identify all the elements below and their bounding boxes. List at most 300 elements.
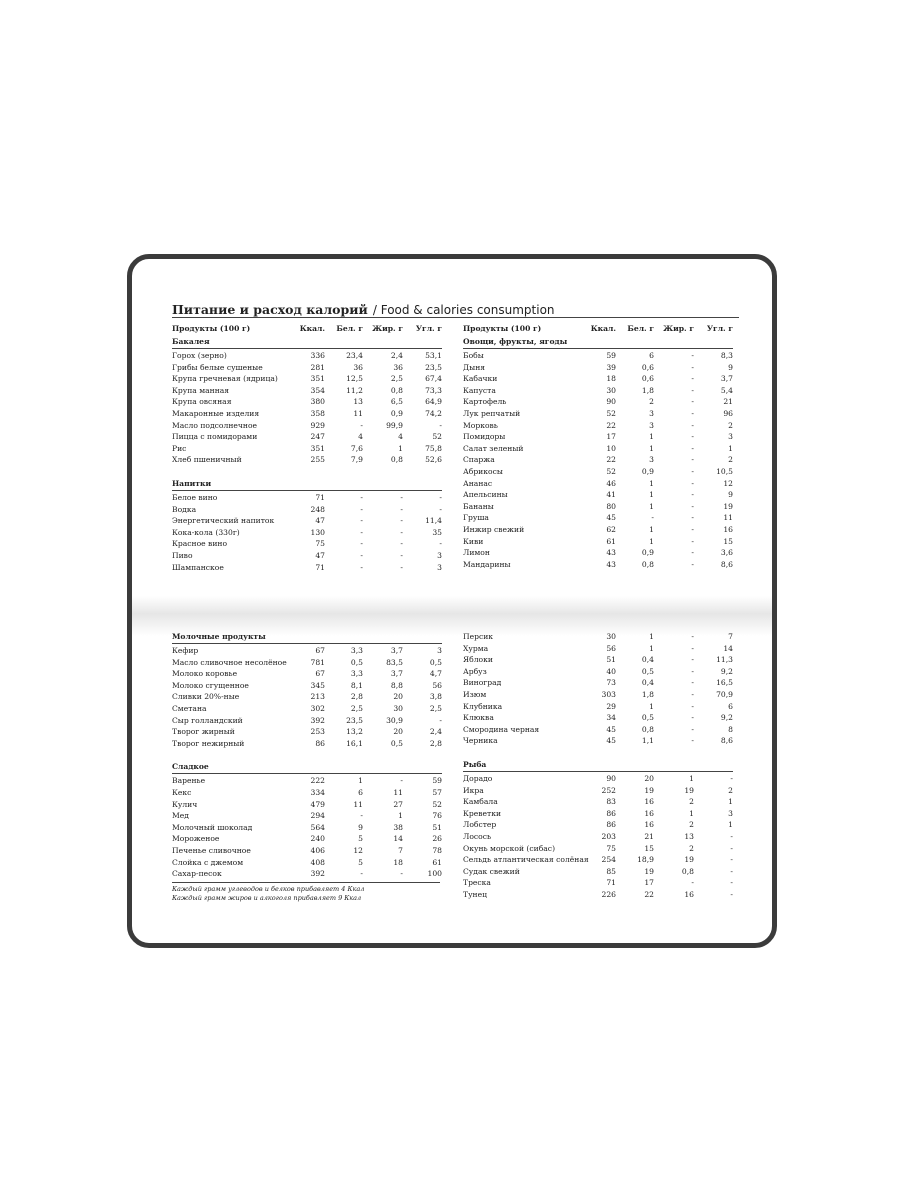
category-heading: Овощи, фрукты, ягоды xyxy=(463,336,733,349)
kcal-value: 392 xyxy=(310,869,325,879)
product-name: Тунец xyxy=(463,889,487,899)
kcal-value: 85 xyxy=(606,866,616,876)
table-row xyxy=(172,431,442,443)
product-name: Сельдь атлантическая солёная xyxy=(463,855,589,865)
table-row xyxy=(463,524,733,536)
kcal-value: 18 xyxy=(606,374,616,384)
product-name: Изюм xyxy=(463,689,487,699)
carbs-value: 3 xyxy=(437,646,442,655)
kcal-value: 83 xyxy=(606,797,616,807)
kcal-value: 302 xyxy=(310,703,325,713)
column-top-left xyxy=(172,322,442,573)
kcal-value: 67 xyxy=(315,646,325,655)
product-name: Сметана xyxy=(172,703,207,713)
carbs-value: 9,2 xyxy=(720,713,733,723)
fat-value: - xyxy=(691,408,694,418)
kcal-value: 30 xyxy=(606,632,616,641)
kcal-value: 90 xyxy=(606,397,616,407)
table-row xyxy=(172,680,442,692)
table-row xyxy=(172,857,442,869)
product-name: Креветки xyxy=(463,808,502,818)
carbs-value: 12 xyxy=(723,478,733,488)
fat-value: - xyxy=(691,420,694,430)
table-row xyxy=(463,735,733,747)
fat-value: - xyxy=(691,385,694,395)
carbs-value: 4,7 xyxy=(429,669,442,679)
carbs-value: 76 xyxy=(432,811,442,821)
carbs-value: 2,5 xyxy=(429,703,442,713)
protein-value: - xyxy=(360,527,363,537)
product-name: Энергетический напиток xyxy=(172,516,275,526)
protein-value: 0,8 xyxy=(641,724,654,734)
kcal-value: 30 xyxy=(606,385,616,395)
table-row xyxy=(172,527,442,539)
product-name: Картофель xyxy=(463,397,507,407)
kcal-value: 62 xyxy=(606,524,616,534)
carbs-value: 61 xyxy=(432,857,442,867)
table-row xyxy=(463,689,733,701)
product-name: Бобы xyxy=(463,351,484,360)
product-name: Черника xyxy=(463,736,498,746)
protein-value: 3 xyxy=(649,408,654,418)
fat-value: - xyxy=(691,455,694,465)
fat-value: - xyxy=(691,678,694,688)
product-name: Крупа овсяная xyxy=(172,397,232,407)
fat-value: 27 xyxy=(393,799,403,809)
fat-value: - xyxy=(400,527,403,537)
table-row xyxy=(463,843,733,855)
kcal-value: 351 xyxy=(310,443,325,453)
protein-value: 0,5 xyxy=(350,657,363,667)
kcal-value: 86 xyxy=(315,738,325,748)
product-name: Пиво xyxy=(172,550,193,560)
protein-value: - xyxy=(360,539,363,549)
fat-value: - xyxy=(691,524,694,534)
table-row xyxy=(463,420,733,432)
product-name: Салат зеленый xyxy=(463,443,524,453)
kcal-value: 130 xyxy=(310,527,325,537)
product-name: Творог жирный xyxy=(172,727,235,737)
carbs-value: 1 xyxy=(728,443,733,453)
protein-value: 0,4 xyxy=(641,678,654,688)
table-row xyxy=(463,808,733,820)
kcal-value: 86 xyxy=(606,808,616,818)
carbs-value: 52 xyxy=(432,432,442,442)
kcal-value: 56 xyxy=(606,643,616,653)
table-row xyxy=(463,512,733,524)
table-row xyxy=(172,787,442,799)
table-row xyxy=(463,501,733,513)
carbs-value: 10,5 xyxy=(716,466,733,476)
kcal-value: 86 xyxy=(606,820,616,830)
carbs-value: 2 xyxy=(728,785,733,795)
fat-value: - xyxy=(691,501,694,511)
fat-value: 14 xyxy=(393,834,403,844)
kcal-value: 47 xyxy=(315,516,325,526)
table-row xyxy=(172,833,442,845)
carbs-value: - xyxy=(439,715,442,725)
table-row xyxy=(172,504,442,516)
protein-value: 6 xyxy=(649,351,654,360)
product-name: Спаржа xyxy=(463,455,495,465)
kcal-value: 45 xyxy=(606,736,616,746)
protein-value: 16,1 xyxy=(346,738,363,748)
carbs-value: 56 xyxy=(432,680,442,690)
product-name: Хурма xyxy=(463,643,489,653)
product-name: Красное вино xyxy=(172,539,228,549)
protein-value: 0,6 xyxy=(641,374,654,384)
product-name: Дорадо xyxy=(463,773,493,783)
carbs-value: 75,8 xyxy=(425,443,442,453)
carbs-value: 9 xyxy=(728,490,733,500)
page-title xyxy=(172,299,739,318)
carbs-value: 53,1 xyxy=(425,351,442,360)
table-card xyxy=(127,254,777,948)
title-en: / Food & calories consumption xyxy=(372,303,555,317)
carbs-value: - xyxy=(730,855,733,865)
protein-value: 0,5 xyxy=(641,666,654,676)
carbs-value: 2,4 xyxy=(429,727,442,737)
protein-value: 13,2 xyxy=(346,727,363,737)
kcal-value: 71 xyxy=(315,492,325,502)
product-name: Киви xyxy=(463,536,484,546)
protein-value: 2,8 xyxy=(350,692,363,702)
carbs-value: 8,6 xyxy=(720,559,733,569)
carbs-value: 78 xyxy=(432,845,442,855)
section-list xyxy=(463,336,733,570)
kcal-value: 781 xyxy=(310,657,325,667)
carbs-value: 6 xyxy=(728,701,733,711)
table-row xyxy=(463,701,733,713)
protein-value: 11 xyxy=(353,408,363,418)
table-row xyxy=(172,385,442,397)
kcal-value: 380 xyxy=(310,397,325,407)
section-list xyxy=(172,631,442,880)
carbs-value: 2,8 xyxy=(429,738,442,748)
protein-value: 12 xyxy=(353,845,363,855)
fat-value: - xyxy=(691,666,694,676)
fat-value: 0,5 xyxy=(390,738,403,748)
fat-value: - xyxy=(691,374,694,384)
kcal-value: 43 xyxy=(606,548,616,558)
protein-value: 16 xyxy=(644,797,654,807)
fat-value: - xyxy=(691,736,694,746)
carbs-value: - xyxy=(439,539,442,549)
kcal-value: 17 xyxy=(606,432,616,442)
fat-value: 2,5 xyxy=(390,374,403,384)
kcal-value: 253 xyxy=(310,727,325,737)
protein-value: 3 xyxy=(649,455,654,465)
carbs-value: - xyxy=(730,843,733,853)
carbs-value: 2 xyxy=(728,455,733,465)
protein-value: 23,4 xyxy=(346,351,363,360)
protein-value: 20 xyxy=(644,773,654,783)
fat-value: 7 xyxy=(398,845,403,855)
carbs-value: 7 xyxy=(728,632,733,641)
product-name: Лук репчатый xyxy=(463,408,521,418)
carbs-value: 5,4 xyxy=(720,385,733,395)
fat-value: - xyxy=(691,655,694,665)
product-name: Масло подсолнечное xyxy=(172,420,258,430)
protein-value: 8,1 xyxy=(350,680,363,690)
kcal-value: 252 xyxy=(601,785,616,795)
table-row xyxy=(463,536,733,548)
fat-value: - xyxy=(691,689,694,699)
product-name: Треска xyxy=(463,878,491,888)
protein-value: 1 xyxy=(649,643,654,653)
protein-value: 17 xyxy=(644,878,654,888)
protein-value: 1,8 xyxy=(641,385,654,395)
kcal-value: 73 xyxy=(606,678,616,688)
table-row xyxy=(463,478,733,490)
protein-value: 0,5 xyxy=(641,713,654,723)
fat-value: 4 xyxy=(398,432,403,442)
product-name: Масло сливочное несолёное xyxy=(172,657,287,667)
product-name: Сливки 20%-ные xyxy=(172,692,240,702)
product-name: Мед xyxy=(172,811,189,821)
product-name: Капуста xyxy=(463,385,496,395)
category-heading: Сладкое xyxy=(172,761,442,774)
protein-value: 1 xyxy=(649,478,654,488)
protein-value: 13 xyxy=(353,397,363,407)
protein-value: 1 xyxy=(649,490,654,500)
protein-value: 21 xyxy=(644,831,654,841)
table-row xyxy=(463,489,733,501)
product-name: Окунь морской (сибас) xyxy=(463,843,556,853)
carbs-value: - xyxy=(439,504,442,514)
category-heading: Напитки xyxy=(172,478,442,491)
fat-value: 16 xyxy=(684,889,694,899)
product-name: Сахар-песок xyxy=(172,869,222,879)
table-row xyxy=(463,854,733,866)
carbs-value: 96 xyxy=(723,408,733,418)
protein-value: 1 xyxy=(649,536,654,546)
carbs-value: 8,6 xyxy=(720,736,733,746)
column-bottom-right xyxy=(463,631,733,900)
carbs-value: 11 xyxy=(723,513,733,523)
product-name: Морковь xyxy=(463,420,498,430)
product-name: Слойка с джемом xyxy=(172,857,244,867)
kcal-value: 354 xyxy=(310,385,325,395)
continued-rows xyxy=(463,631,733,747)
table-row xyxy=(172,538,442,550)
product-name: Смородина черная xyxy=(463,724,540,734)
product-name: Дыня xyxy=(463,362,486,372)
fat-value: - xyxy=(400,539,403,549)
protein-value: 6 xyxy=(358,787,363,797)
column-bottom-left xyxy=(172,631,442,903)
carbs-value: - xyxy=(439,420,442,430)
fat-value: 11 xyxy=(393,787,403,797)
product-name: Сыр голландский xyxy=(172,715,243,725)
table-row xyxy=(463,796,733,808)
fat-value: - xyxy=(691,632,694,641)
fat-value: - xyxy=(400,776,403,786)
protein-value: 19 xyxy=(644,785,654,795)
product-name: Молочный шоколад xyxy=(172,822,253,832)
carbs-value: 1 xyxy=(728,797,733,807)
protein-value: - xyxy=(360,869,363,879)
fat-value: 1 xyxy=(398,443,403,453)
carbs-value: 3 xyxy=(728,808,733,818)
fat-value: 2 xyxy=(689,820,694,830)
kcal-value: 34 xyxy=(606,713,616,723)
carbs-value: 1 xyxy=(728,820,733,830)
product-name: Персик xyxy=(463,632,494,641)
carbs-value: - xyxy=(730,773,733,783)
carbs-value: 8 xyxy=(728,724,733,734)
fat-value: 0,8 xyxy=(390,385,403,395)
table-row xyxy=(172,726,442,738)
kcal-value: 45 xyxy=(606,724,616,734)
table-row xyxy=(172,703,442,715)
protein-value: 1 xyxy=(649,632,654,641)
table-row xyxy=(463,773,733,785)
carbs-value: 3,8 xyxy=(429,692,442,702)
protein-value: - xyxy=(360,420,363,430)
kcal-value: 334 xyxy=(310,787,325,797)
protein-value: - xyxy=(360,492,363,502)
protein-value: - xyxy=(651,513,654,523)
fat-value: 19 xyxy=(684,855,694,865)
product-name: Абрикосы xyxy=(463,466,503,476)
protein-value: 4 xyxy=(358,432,363,442)
protein-value: 3,3 xyxy=(350,646,363,655)
protein-value: 15 xyxy=(644,843,654,853)
protein-value: 5 xyxy=(358,857,363,867)
fat-value: - xyxy=(400,550,403,560)
category-heading: Бакалея xyxy=(172,336,442,349)
kcal-value: 351 xyxy=(310,374,325,384)
carbs-value: - xyxy=(730,866,733,876)
table-row xyxy=(463,547,733,559)
fat-value: 19 xyxy=(684,785,694,795)
product-name: Крупа манная xyxy=(172,385,230,395)
product-name: Икра xyxy=(463,785,484,795)
table-row xyxy=(463,362,733,374)
table-row xyxy=(172,373,442,385)
table-row xyxy=(172,845,442,857)
carbs-value: 73,3 xyxy=(425,385,442,395)
kcal-value: 254 xyxy=(601,855,616,865)
product-name: Кефир xyxy=(172,646,199,655)
fat-value: 1 xyxy=(398,811,403,821)
product-name: Молоко коровье xyxy=(172,669,238,679)
kcal-value: 213 xyxy=(310,692,325,702)
carbs-value: 11,4 xyxy=(425,516,442,526)
table-row xyxy=(172,810,442,822)
fat-value: 38 xyxy=(393,822,403,832)
table-row xyxy=(172,799,442,811)
table-row xyxy=(172,775,442,787)
product-name: Лосось xyxy=(463,831,492,841)
carbs-value: 52,6 xyxy=(425,455,442,465)
table-row xyxy=(172,454,442,466)
table-row xyxy=(463,631,733,643)
kcal-value: 22 xyxy=(606,455,616,465)
protein-value: - xyxy=(360,562,363,572)
table-row xyxy=(463,889,733,901)
fat-value: 2,4 xyxy=(390,351,403,360)
protein-value: 1 xyxy=(649,701,654,711)
carbs-value: 26 xyxy=(432,834,442,844)
fat-value: 18 xyxy=(393,857,403,867)
kcal-value: 240 xyxy=(310,834,325,844)
kcal-value: 479 xyxy=(310,799,325,809)
protein-value: 12,5 xyxy=(346,374,363,384)
fat-value: 2 xyxy=(689,843,694,853)
fat-value: - xyxy=(691,724,694,734)
protein-value: 11 xyxy=(353,799,363,809)
table-row xyxy=(172,691,442,703)
table-row xyxy=(463,454,733,466)
protein-value: 16 xyxy=(644,808,654,818)
protein-value: - xyxy=(360,550,363,560)
table-row xyxy=(463,443,733,455)
carbs-value: 52 xyxy=(432,799,442,809)
product-name: Горох (зерно) xyxy=(172,351,227,360)
carbs-value: 14 xyxy=(723,643,733,653)
protein-value: 0,9 xyxy=(641,466,654,476)
fat-value: 0,8 xyxy=(681,866,694,876)
note-line: Каждый грамм жиров и алкоголя прибавляет 9 Ккал xyxy=(172,893,362,902)
protein-value: 7,6 xyxy=(350,443,363,453)
fat-value: - xyxy=(691,362,694,372)
fat-value: - xyxy=(691,397,694,407)
fat-value: 0,9 xyxy=(390,408,403,418)
kcal-value: 71 xyxy=(606,878,616,888)
product-name: Помидоры xyxy=(463,432,506,442)
carbs-value: 57 xyxy=(432,787,442,797)
fat-value: 36 xyxy=(393,362,403,372)
kcal-value: 41 xyxy=(606,490,616,500)
fat-value: - xyxy=(691,536,694,546)
table-row xyxy=(172,396,442,408)
product-name: Кока-кола (330г) xyxy=(172,527,240,537)
kcal-value: 248 xyxy=(310,504,325,514)
product-name: Белое вино xyxy=(172,492,218,502)
kcal-value: 10 xyxy=(606,443,616,453)
note-line: Каждый грамм углеводов и белков прибавляет 4 Ккал xyxy=(172,884,365,893)
table-row xyxy=(463,831,733,843)
kcal-value: 52 xyxy=(606,466,616,476)
protein-value: - xyxy=(360,516,363,526)
product-name: Водка xyxy=(172,504,197,514)
kcal-value: 281 xyxy=(310,362,325,372)
carbs-value: 9 xyxy=(728,362,733,372)
carbs-value: - xyxy=(730,889,733,899)
fat-value: - xyxy=(400,562,403,572)
product-name: Творог нежирный xyxy=(172,738,245,748)
protein-value: - xyxy=(360,811,363,821)
fat-value: - xyxy=(691,548,694,558)
kcal-value: 45 xyxy=(606,513,616,523)
carbs-value: 2 xyxy=(728,420,733,430)
fat-value: 3,7 xyxy=(390,669,403,679)
table-row xyxy=(463,666,733,678)
product-name: Молоко сгущенное xyxy=(172,680,249,690)
fat-value: 20 xyxy=(393,692,403,702)
kcal-value: 75 xyxy=(315,539,325,549)
table-row xyxy=(172,562,442,574)
product-name: Кабачки xyxy=(463,374,498,384)
fat-value: - xyxy=(691,701,694,711)
carbs-value: 100 xyxy=(427,869,442,879)
protein-value: 3,3 xyxy=(350,669,363,679)
kcal-value: 29 xyxy=(606,701,616,711)
carbs-value: 21 xyxy=(723,397,733,407)
table-row xyxy=(172,668,442,680)
